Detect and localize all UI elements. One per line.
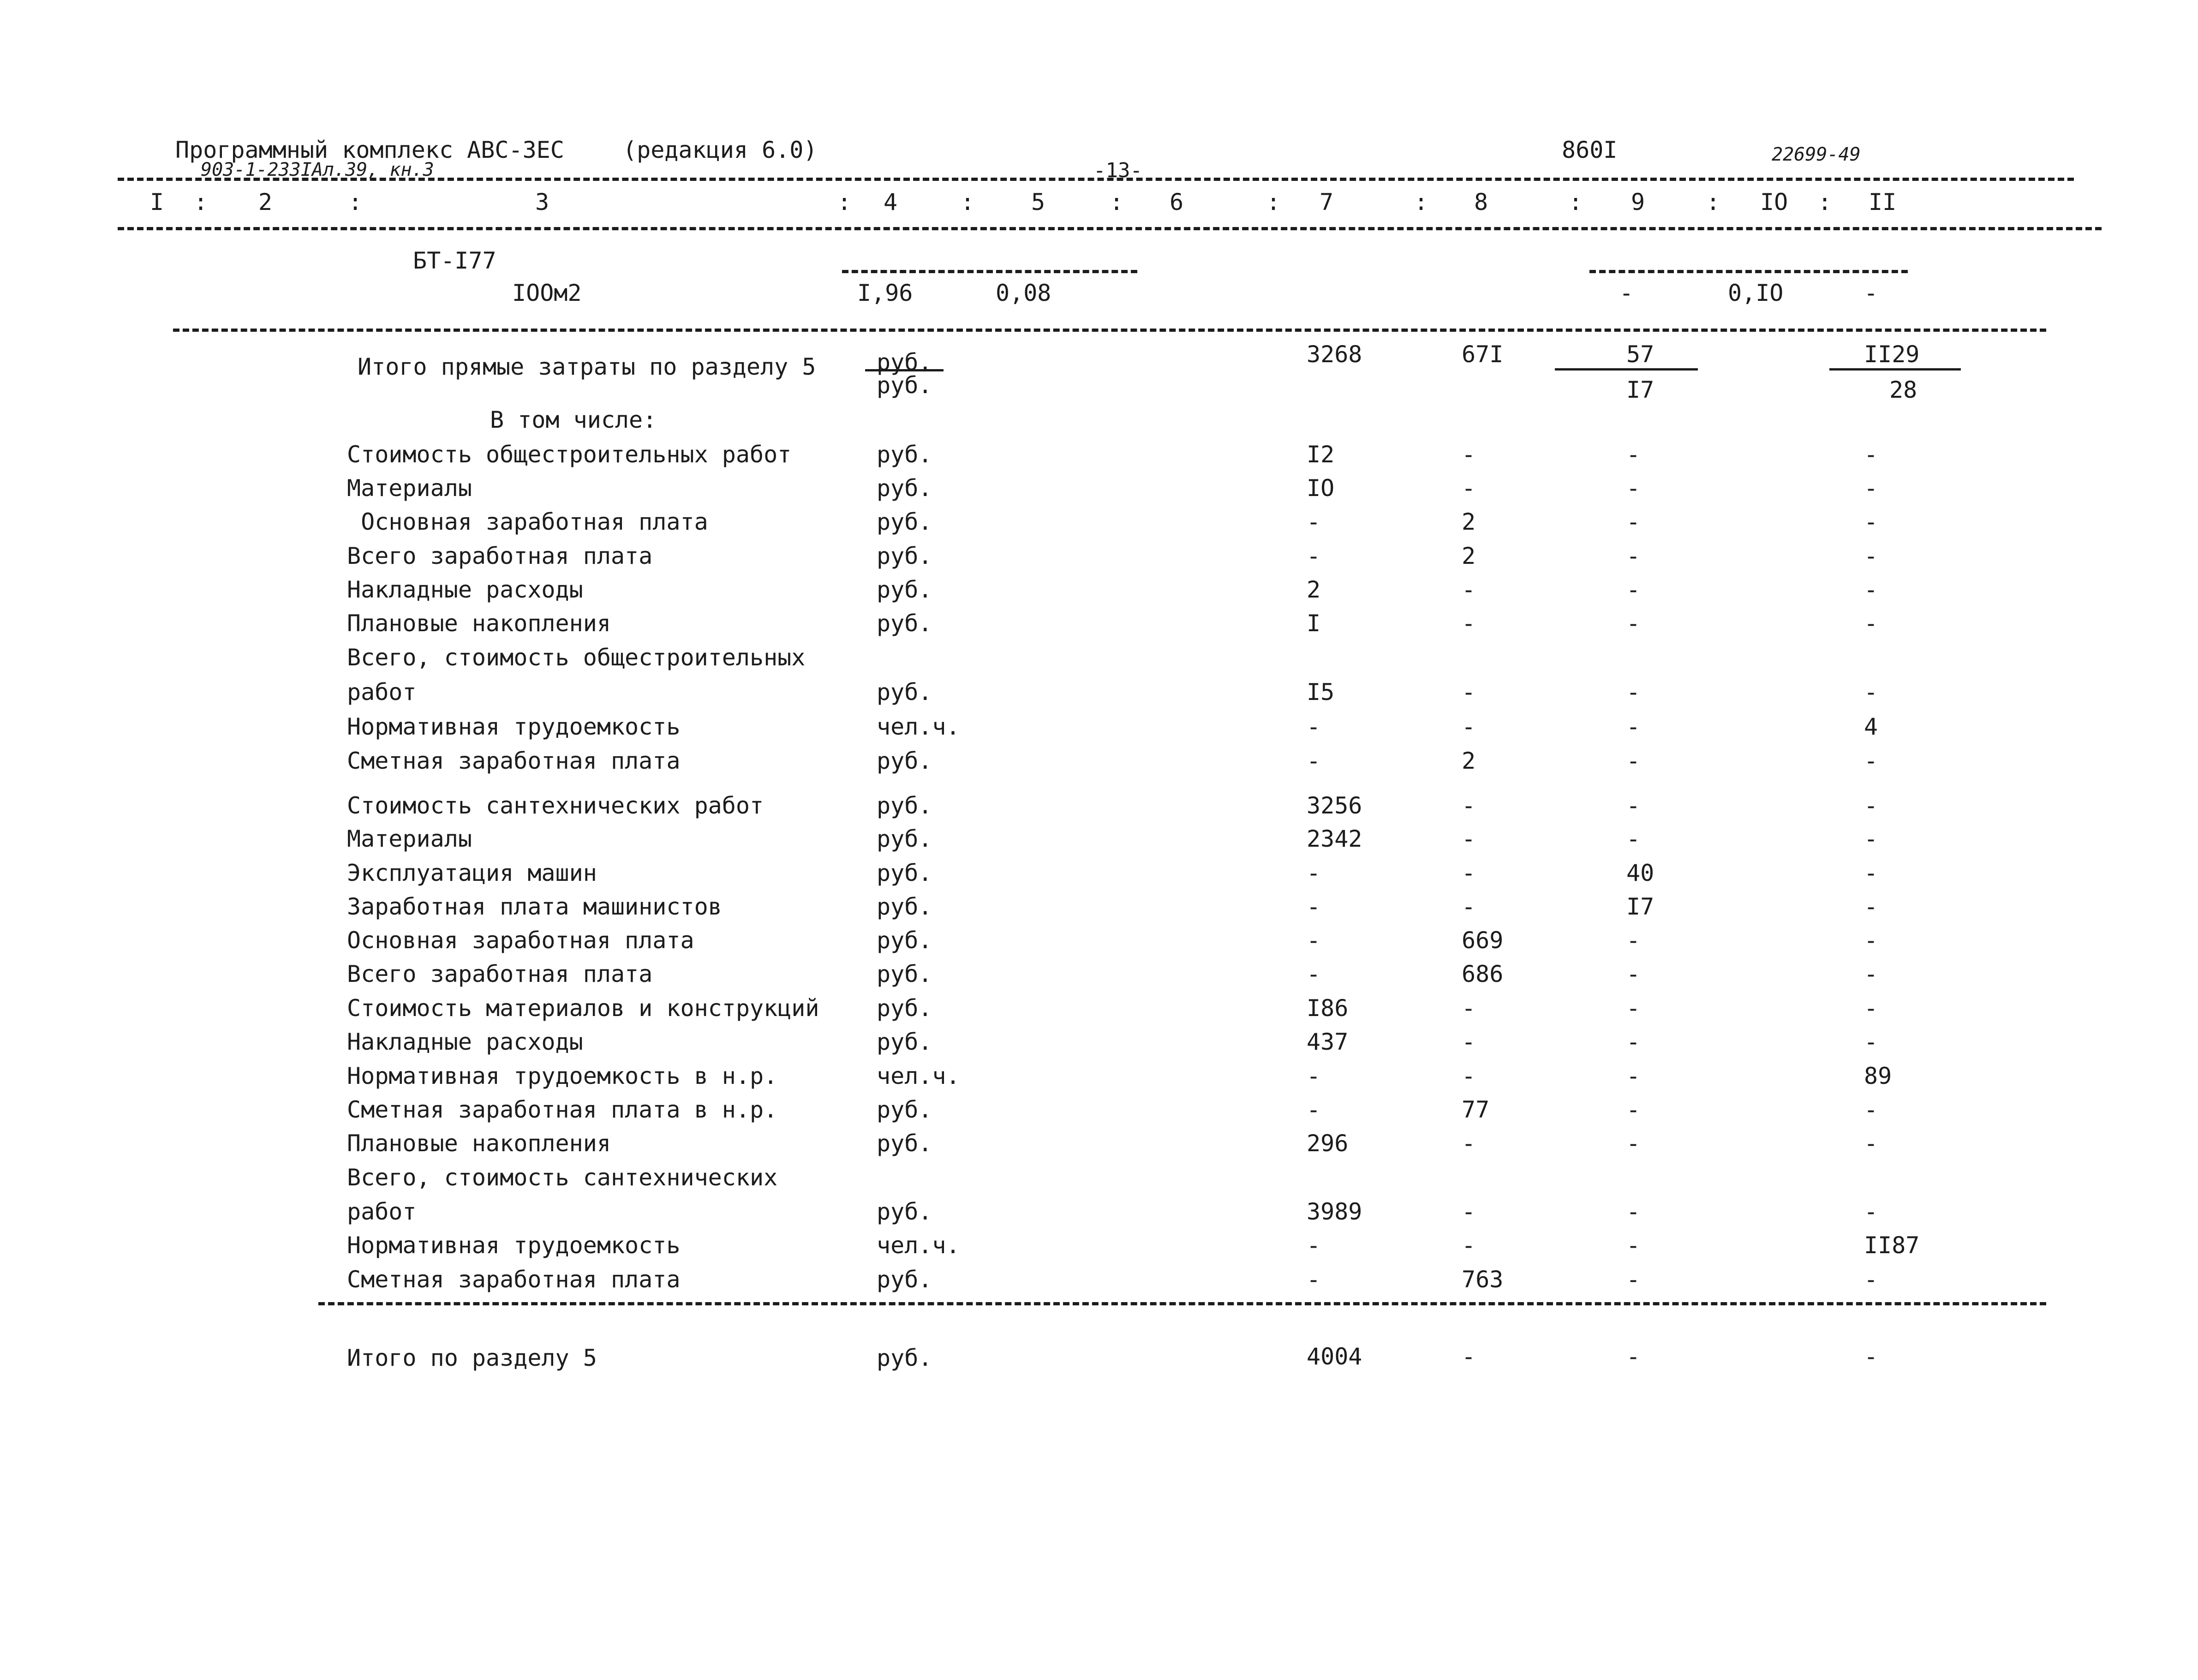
row-label: Накладные расходы bbox=[347, 576, 583, 603]
row-label: Всего заработная плата bbox=[347, 543, 653, 569]
row-unit: руб. bbox=[877, 508, 932, 535]
row-col9: - bbox=[1626, 1232, 1641, 1259]
row-label: Всего заработная плата bbox=[347, 961, 653, 987]
row-col7: I86 bbox=[1307, 995, 1349, 1022]
row-col11: - bbox=[1864, 927, 1878, 954]
row-label: Сметная заработная плата bbox=[347, 1266, 681, 1293]
column-separator: : bbox=[1706, 189, 1720, 215]
row-label: Всего, стоимость сантехнических bbox=[347, 1164, 778, 1191]
total-direct-unit-top: руб. bbox=[877, 349, 932, 376]
row-col8: - bbox=[1462, 1198, 1476, 1225]
row-col11: - bbox=[1864, 1198, 1878, 1225]
row-col9: - bbox=[1626, 1266, 1641, 1293]
section-total-col8: - bbox=[1462, 1343, 1476, 1370]
row-col7: I5 bbox=[1307, 679, 1335, 705]
row-col9: - bbox=[1626, 1028, 1641, 1055]
row-col9: - bbox=[1626, 713, 1641, 740]
row-label: Накладные расходы bbox=[347, 1028, 583, 1055]
row-unit: руб. bbox=[877, 475, 932, 502]
column-number: IO bbox=[1760, 189, 1788, 215]
row-col11: - bbox=[1864, 508, 1878, 535]
row-col7: 2342 bbox=[1307, 825, 1362, 852]
row-unit: руб. bbox=[877, 1266, 932, 1293]
row-unit: руб. bbox=[877, 961, 932, 987]
row-col11: 4 bbox=[1864, 713, 1878, 740]
total-direct-unit-bottom: руб. bbox=[877, 372, 932, 399]
item-rule-right bbox=[1589, 270, 1908, 273]
total-direct-col8: 67I bbox=[1462, 341, 1504, 368]
row-col11: - bbox=[1864, 961, 1878, 987]
row-col8: 763 bbox=[1462, 1266, 1504, 1293]
column-number: 2 bbox=[258, 189, 273, 215]
row-col8: 2 bbox=[1462, 543, 1476, 569]
item-col4: I,96 bbox=[857, 280, 913, 306]
row-col9: 40 bbox=[1626, 860, 1654, 886]
row-unit: руб. bbox=[877, 747, 932, 774]
row-col7: - bbox=[1307, 1232, 1321, 1259]
column-number: 8 bbox=[1474, 189, 1488, 215]
row-col11: II87 bbox=[1864, 1232, 1920, 1259]
row-label: Материалы bbox=[347, 825, 472, 852]
row-col7: - bbox=[1307, 1096, 1321, 1123]
row-col11: - bbox=[1864, 1028, 1878, 1055]
row-col7: - bbox=[1307, 747, 1321, 774]
row-label: Заработная плата машинистов bbox=[347, 893, 722, 920]
row-unit: руб. bbox=[877, 1130, 932, 1157]
row-label: Стоимость материалов и конструкций bbox=[347, 995, 819, 1022]
row-col7: 3989 bbox=[1307, 1198, 1362, 1225]
column-separator: : bbox=[1110, 189, 1124, 215]
row-col9: - bbox=[1626, 747, 1641, 774]
row-col11: - bbox=[1864, 747, 1878, 774]
row-col8: 2 bbox=[1462, 508, 1476, 535]
row-unit: чел.ч. bbox=[877, 1232, 960, 1259]
section-total-col11: - bbox=[1864, 1343, 1878, 1370]
row-unit: руб. bbox=[877, 825, 932, 852]
row-col11: - bbox=[1864, 441, 1878, 468]
row-label: работ bbox=[347, 679, 417, 705]
item-code: БТ-I77 bbox=[413, 247, 496, 274]
column-separator: : bbox=[1569, 189, 1583, 215]
row-label: Материалы bbox=[347, 475, 472, 502]
total-direct-col9-bottom: I7 bbox=[1626, 377, 1654, 403]
row-unit: руб. bbox=[877, 893, 932, 920]
row-col7: - bbox=[1307, 893, 1321, 920]
column-separator: : bbox=[194, 189, 208, 215]
row-col9: - bbox=[1626, 610, 1641, 637]
section-end-rule bbox=[318, 1302, 2046, 1305]
row-label: Плановые накопления bbox=[347, 610, 611, 637]
row-col9: I7 bbox=[1626, 893, 1654, 920]
total-direct-col9-top: 57 bbox=[1626, 341, 1654, 368]
column-number: 6 bbox=[1170, 189, 1184, 215]
row-col7: I bbox=[1307, 610, 1321, 637]
row-col11: - bbox=[1864, 1096, 1878, 1123]
row-col8: - bbox=[1462, 1232, 1476, 1259]
column-number: II bbox=[1869, 189, 1897, 215]
row-col7: 296 bbox=[1307, 1130, 1349, 1157]
row-col11: - bbox=[1864, 1130, 1878, 1157]
row-label: Нормативная трудоемкость bbox=[347, 1232, 681, 1259]
row-col9: - bbox=[1626, 475, 1641, 502]
row-label: Основная заработная плата bbox=[347, 508, 708, 535]
row-label: Стоимость общестроительных работ bbox=[347, 441, 792, 468]
row-unit: руб. bbox=[877, 792, 932, 819]
row-col9: - bbox=[1626, 679, 1641, 705]
row-col11: - bbox=[1864, 792, 1878, 819]
section-total-unit: руб. bbox=[877, 1345, 932, 1371]
row-col9: - bbox=[1626, 1096, 1641, 1123]
row-col7: - bbox=[1307, 860, 1321, 886]
row-col7: - bbox=[1307, 1266, 1321, 1293]
document-code: 860I bbox=[1562, 137, 1618, 163]
row-col7: I2 bbox=[1307, 441, 1335, 468]
row-unit: руб. bbox=[877, 441, 932, 468]
row-label: Нормативная трудоемкость bbox=[347, 713, 681, 740]
column-separator: : bbox=[961, 189, 975, 215]
row-col7: 2 bbox=[1307, 576, 1321, 603]
row-col9: - bbox=[1626, 995, 1641, 1022]
row-label: Нормативная трудоемкость в н.р. bbox=[347, 1063, 778, 1089]
row-col9: - bbox=[1626, 1130, 1641, 1157]
item-col10: 0,IO bbox=[1728, 280, 1784, 306]
row-col8: - bbox=[1462, 610, 1476, 637]
inventory-number: 22699-49 bbox=[1772, 144, 1861, 165]
total-direct-label: Итого прямые затраты по разделу 5 bbox=[358, 353, 816, 380]
row-col9: - bbox=[1626, 441, 1641, 468]
row-col11: - bbox=[1864, 610, 1878, 637]
row-label: Сметная заработная плата bbox=[347, 747, 681, 774]
row-col7: - bbox=[1307, 543, 1321, 569]
row-col9: - bbox=[1626, 792, 1641, 819]
total-direct-col11-top: II29 bbox=[1864, 341, 1920, 368]
row-label: Плановые накопления bbox=[347, 1130, 611, 1157]
page-number: -13- bbox=[1093, 159, 1142, 182]
row-unit: руб. bbox=[877, 610, 932, 637]
row-label: Сметная заработная плата в н.р. bbox=[347, 1096, 778, 1123]
item-rule-left bbox=[842, 270, 1137, 273]
total-direct-col9-rule bbox=[1555, 368, 1698, 371]
row-col11: - bbox=[1864, 475, 1878, 502]
row-col9: - bbox=[1626, 961, 1641, 987]
row-col9: - bbox=[1626, 1063, 1641, 1089]
row-col11: 89 bbox=[1864, 1063, 1892, 1089]
row-unit: чел.ч. bbox=[877, 713, 960, 740]
row-col9: - bbox=[1626, 508, 1641, 535]
row-col8: - bbox=[1462, 475, 1476, 502]
column-separator: : bbox=[1266, 189, 1281, 215]
row-col7: - bbox=[1307, 961, 1321, 987]
total-direct-col11-rule bbox=[1829, 368, 1961, 371]
row-label: работ bbox=[347, 1198, 417, 1225]
item-unit: IOOм2 bbox=[512, 280, 582, 306]
total-direct-col7: 3268 bbox=[1307, 341, 1362, 368]
row-col11: - bbox=[1864, 576, 1878, 603]
row-col9: - bbox=[1626, 927, 1641, 954]
row-label: Эксплуатация машин bbox=[347, 860, 597, 886]
row-col7: - bbox=[1307, 713, 1321, 740]
row-unit: руб. bbox=[877, 679, 932, 705]
column-number: 5 bbox=[1031, 189, 1045, 215]
row-col7: 3256 bbox=[1307, 792, 1362, 819]
row-col7: - bbox=[1307, 927, 1321, 954]
row-col8: - bbox=[1462, 679, 1476, 705]
row-col8: 77 bbox=[1462, 1096, 1490, 1123]
row-label: Всего, стоимость общестроительных bbox=[347, 644, 806, 671]
row-col8: - bbox=[1462, 860, 1476, 886]
row-col11: - bbox=[1864, 1266, 1878, 1293]
column-separator: : bbox=[1818, 189, 1832, 215]
row-unit: руб. bbox=[877, 995, 932, 1022]
row-label: Стоимость сантехнических работ bbox=[347, 792, 764, 819]
row-col11: - bbox=[1864, 860, 1878, 886]
column-number: 7 bbox=[1320, 189, 1334, 215]
row-col8: 669 bbox=[1462, 927, 1504, 954]
total-direct-col11-bottom: 28 bbox=[1889, 377, 1917, 403]
row-col11: - bbox=[1864, 543, 1878, 569]
row-col8: - bbox=[1462, 713, 1476, 740]
row-col8: 686 bbox=[1462, 961, 1504, 987]
column-number: 9 bbox=[1631, 189, 1645, 215]
row-col9: - bbox=[1626, 1198, 1641, 1225]
row-unit: руб. bbox=[877, 576, 932, 603]
program-title: Программный комплекс АВС-3ЕС bbox=[175, 137, 564, 163]
row-col8: - bbox=[1462, 825, 1476, 852]
column-number: I bbox=[150, 189, 164, 215]
section-total-col9: - bbox=[1626, 1343, 1641, 1370]
row-col8: - bbox=[1462, 1130, 1476, 1157]
row-col8: - bbox=[1462, 792, 1476, 819]
row-col7: - bbox=[1307, 1063, 1321, 1089]
column-number: 3 bbox=[535, 189, 550, 215]
item-col9: - bbox=[1619, 280, 1634, 306]
row-unit: руб. bbox=[877, 860, 932, 886]
row-col8: - bbox=[1462, 576, 1476, 603]
section-total-label: Итого по разделу 5 bbox=[347, 1345, 597, 1371]
row-col8: 2 bbox=[1462, 747, 1476, 774]
row-col8: - bbox=[1462, 995, 1476, 1022]
row-col9: - bbox=[1626, 543, 1641, 569]
item-col11: - bbox=[1864, 280, 1878, 306]
row-col11: - bbox=[1864, 893, 1878, 920]
row-col8: - bbox=[1462, 441, 1476, 468]
including-label: В том числе: bbox=[490, 407, 657, 433]
row-col7: IO bbox=[1307, 475, 1335, 502]
row-col7: - bbox=[1307, 508, 1321, 535]
row-label: Основная заработная плата bbox=[347, 927, 694, 954]
row-col11: - bbox=[1864, 825, 1878, 852]
row-col8: - bbox=[1462, 893, 1476, 920]
item-col5: 0,08 bbox=[996, 280, 1051, 306]
row-unit: руб. bbox=[877, 1028, 932, 1055]
row-col9: - bbox=[1626, 825, 1641, 852]
column-number: 4 bbox=[884, 189, 898, 215]
header-rule-top bbox=[118, 178, 2074, 181]
row-col9: - bbox=[1626, 576, 1641, 603]
section-total-col7: 4004 bbox=[1307, 1343, 1362, 1370]
row-col7: 437 bbox=[1307, 1028, 1349, 1055]
row-col11: - bbox=[1864, 995, 1878, 1022]
row-col8: - bbox=[1462, 1063, 1476, 1089]
section-rule bbox=[173, 329, 2046, 332]
column-separator: : bbox=[1414, 189, 1428, 215]
row-unit: руб. bbox=[877, 543, 932, 569]
row-unit: руб. bbox=[877, 1198, 932, 1225]
column-separator: : bbox=[837, 189, 852, 215]
row-unit: чел.ч. bbox=[877, 1063, 960, 1089]
edition-label: (редакция 6.0) bbox=[623, 137, 818, 163]
column-separator: : bbox=[348, 189, 363, 215]
header-rule-bottom bbox=[118, 227, 2102, 230]
doc-reference: 903-1-233IАл.39, кн.3 bbox=[201, 159, 434, 180]
row-unit: руб. bbox=[877, 1096, 932, 1123]
row-unit: руб. bbox=[877, 927, 932, 954]
row-col11: - bbox=[1864, 679, 1878, 705]
row-col8: - bbox=[1462, 1028, 1476, 1055]
